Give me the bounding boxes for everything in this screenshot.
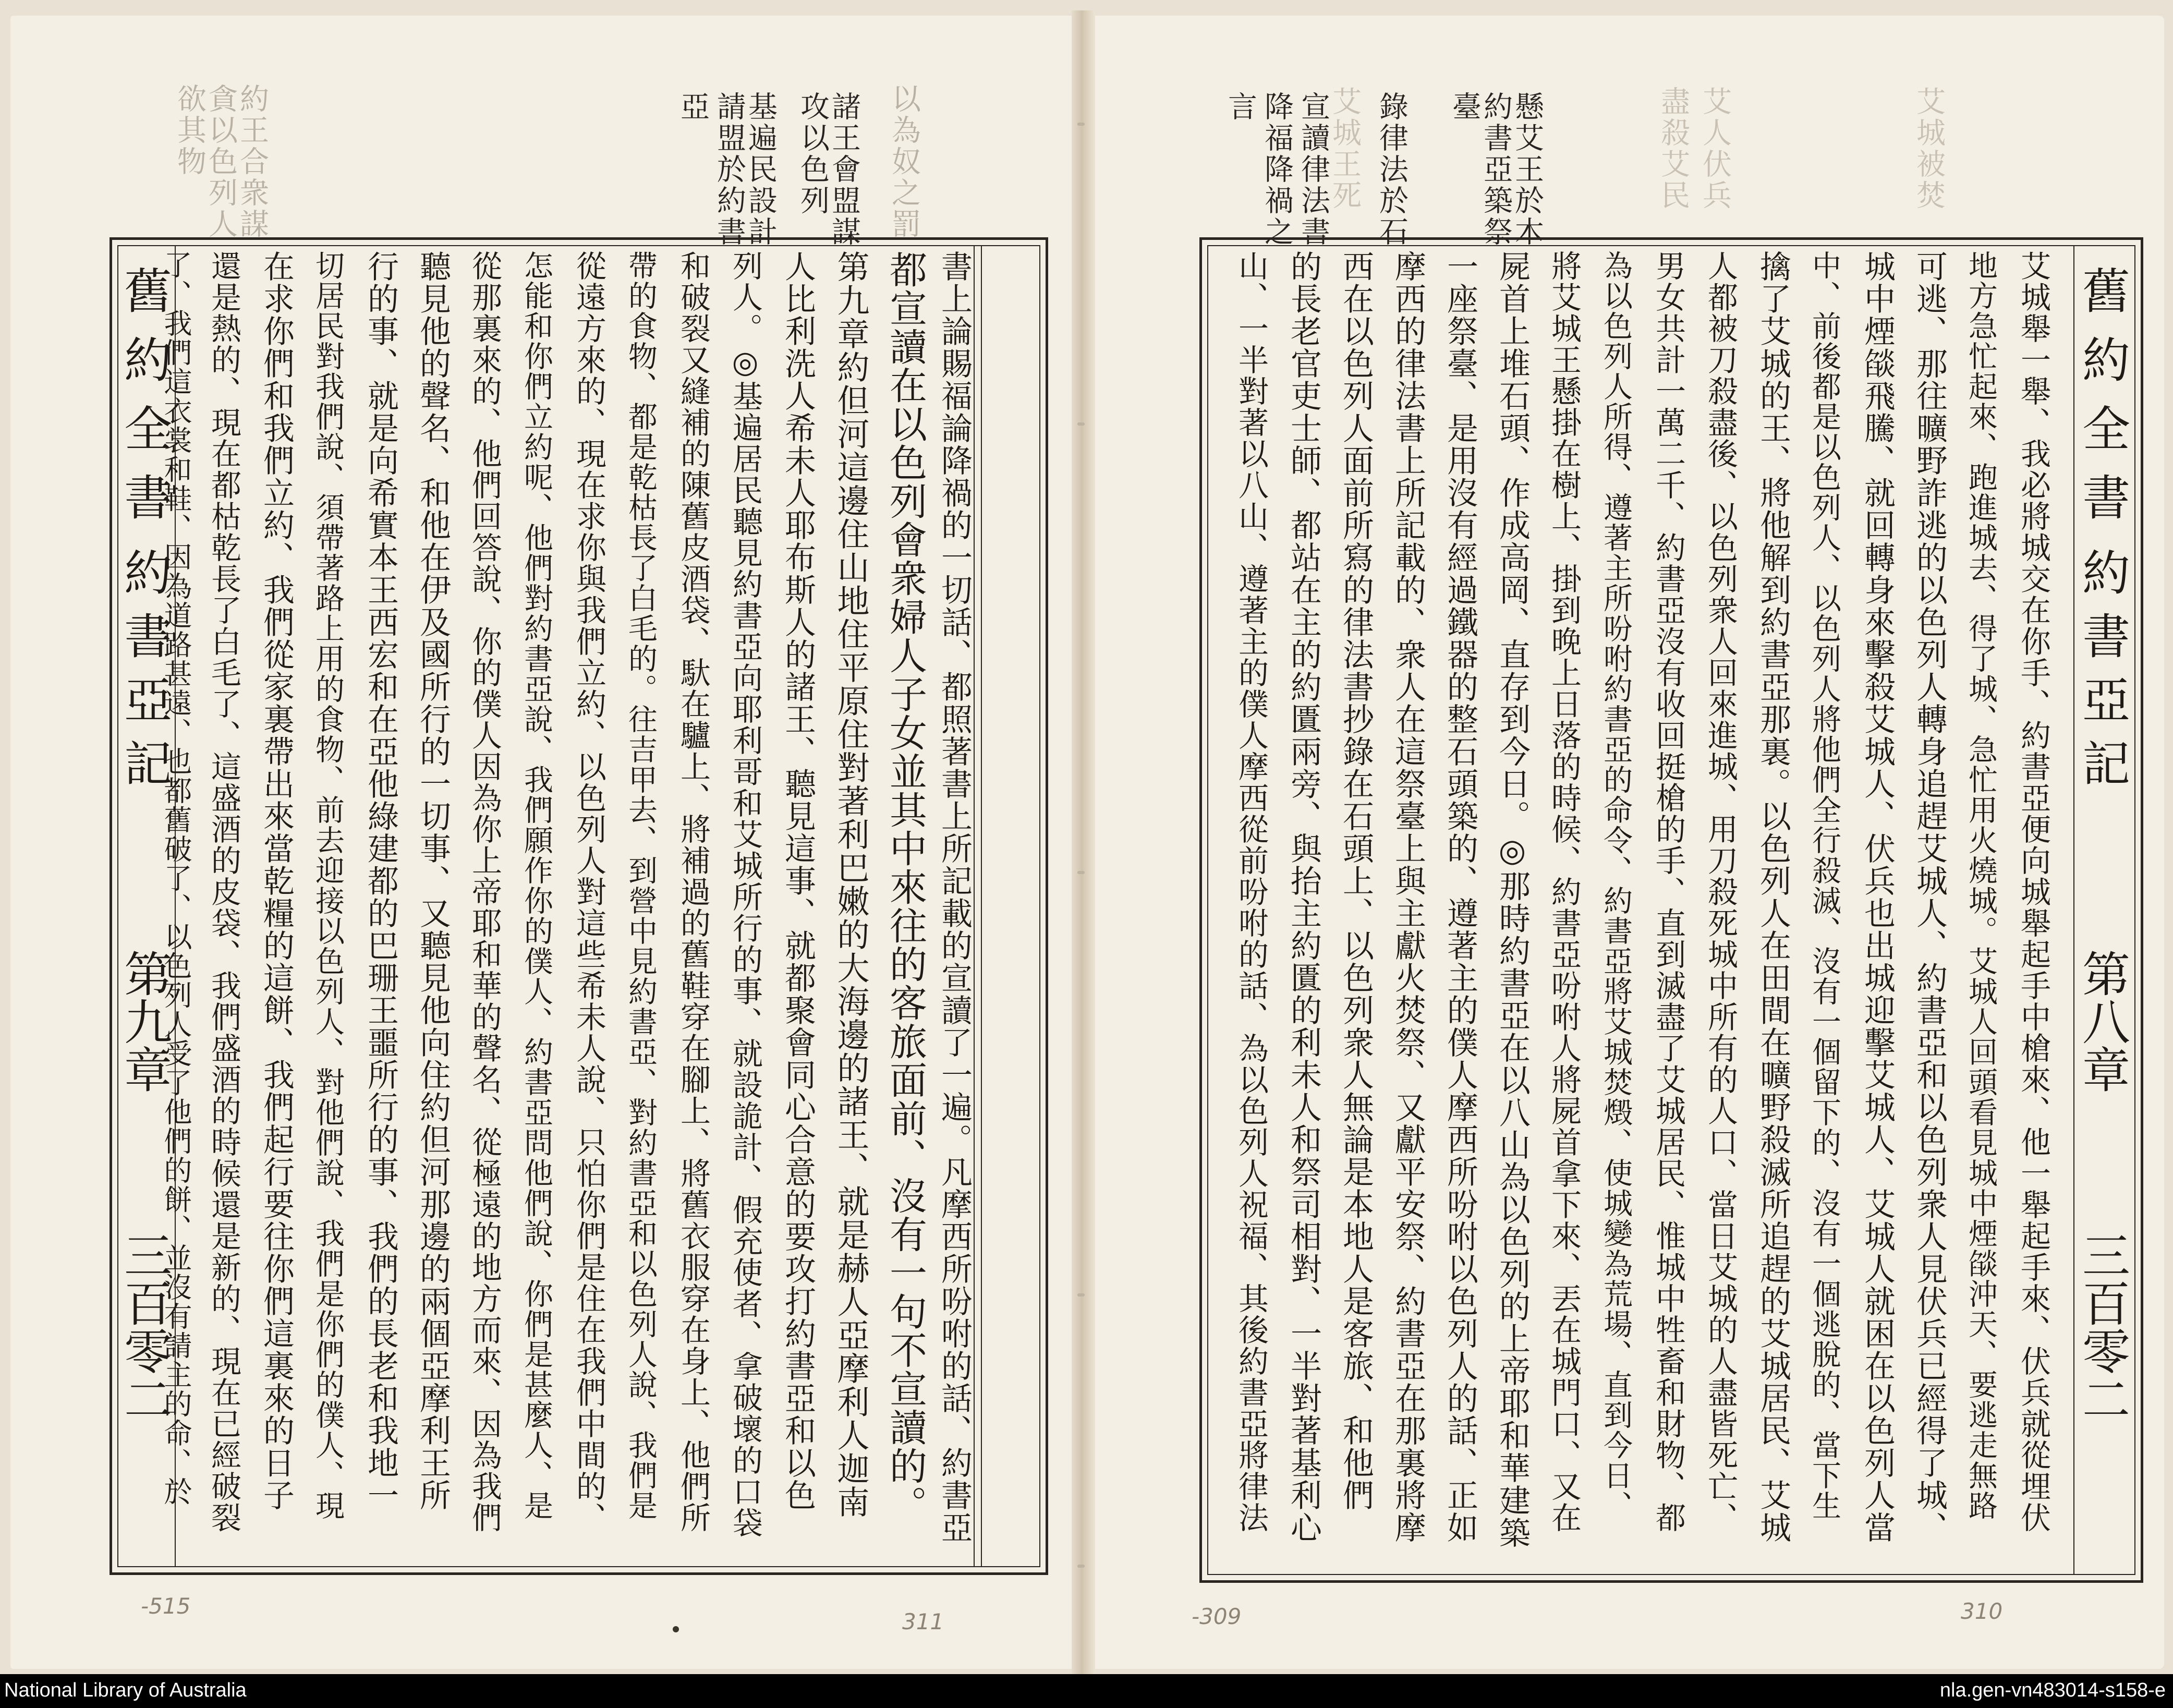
header-note: 攻以色列 <box>796 91 830 216</box>
text-column: 一座祭臺、是用沒有經過鐵器的整石頭築的、遵著主的僕人摩西所吩咐以色列人的話、正如 <box>1442 250 1478 1544</box>
header-note: 亞 <box>676 91 710 123</box>
header-note: 請盟於約書 <box>712 91 746 248</box>
text-column: 地方急忙起來、跑進城去、得了城、急忙用火燒城。艾城人回頭看見城中煙燄沖天、要逃走無路 <box>1964 250 1998 1521</box>
institution-label: National Library of Australia <box>4 1679 247 1701</box>
header-note: 約書亞築祭 <box>1479 91 1513 248</box>
ghost-note: 以為奴之罰 <box>887 83 921 240</box>
footer-bar <box>0 1674 2173 1708</box>
text-column: 書上論賜福論降禍的一切話、都照著書上所記載的宣讀了一遍。凡摩西所吩咐的話、約書亞 <box>936 250 973 1544</box>
text-column: 帶的食物、都是乾枯長了白毛的。往吉甲去、到營中見約書亞、對約書亞和以色列人說、我們是 <box>624 250 658 1521</box>
text-column: 可逃、那往曠野詐逃的以色列人轉身追趕艾城人、約書亞和以色列衆人見伏兵已經得了城、 <box>1911 250 1948 1544</box>
text-column: 都宣讀在以色列會衆婦人子女並其中來往的客旅面前、沒有一句不宣讀的。 <box>883 250 927 1524</box>
column-rule <box>981 246 982 1566</box>
header-note: 懸艾王於木 <box>1510 91 1544 248</box>
pencil-page-number: 310 <box>1961 1598 2003 1624</box>
text-column: 艾城舉一舉、我必將城交在你手、約書亞便向城舉起手中槍來、他一舉起手來、伏兵就從埋伏 <box>2016 250 2051 1533</box>
folio: 三百零二 <box>116 1231 172 1423</box>
text-column: 城中煙燄飛騰、就回轉身來擊殺艾城人、伏兵也出城迎擊艾城人、艾城人就困在以色列人當 <box>1859 250 1896 1544</box>
book-gutter <box>1072 10 1095 1674</box>
text-column: 西在以色列人面前所寫的律法書抄錄在石頭上、以色列衆人無論是本地人是客旅、和他們 <box>1338 250 1374 1511</box>
header-note: 臺 <box>1448 91 1482 123</box>
pencil-corner-mark: -515 <box>141 1593 191 1619</box>
pencil-corner-mark: -309 <box>1192 1604 1242 1629</box>
text-column: 將艾城王懸掛在樹上、掛到晚上日落的時候、約書亞吩咐人將屍首拿下來、丟在城門口、又在 <box>1546 250 1582 1533</box>
ink-dot <box>673 1626 679 1632</box>
text-column: 從遠方來的、現在求你與我們立約、以色列人對這些希未人說、只怕你們是住在我們中間的、 <box>571 250 606 1533</box>
text-column: 摩西的律法書上所記載的、衆人在這祭臺上與主獻火焚祭、又獻平安祭、約書亞在那裏將摩 <box>1390 250 1426 1544</box>
folio: 三百零二 <box>2074 1231 2130 1423</box>
text-column: 列人。◎基遍居民聽見約書亞向耶利哥和艾城所行的事、就設詭計、假充使者、拿破壞的口袋 <box>727 250 763 1539</box>
binding-stitch <box>1077 123 1085 126</box>
text-column: 的長老官吏士師、都站在主的約匱兩旁、與抬主約匱的利未人和祭司相對、一半對著基利心 <box>1285 250 1322 1544</box>
text-column: 為以色列人所得、遵著主所吩咐約書亞的命令、約書亞將艾城焚燬、使城變為荒場、直到今日、 <box>1599 250 1633 1521</box>
ghost-note: 貪以色列人 <box>204 83 238 240</box>
ghost-note: 約王合衆謀 <box>235 83 269 240</box>
binding-stitch <box>1077 1565 1085 1568</box>
text-column: 和破裂又縫補的陳舊皮酒袋、馱在驢上、將補過的舊鞋穿在腳上、將舊衣服穿在身上、他們所 <box>675 250 711 1533</box>
header-note: 基遍民設計 <box>744 91 778 248</box>
header-note: 降福降禍之 <box>1260 91 1294 248</box>
text-column: 行的事、就是向希實本王西宏和在亞他綠建都的巴珊王噩所行的事、我們的長老和我地一 <box>362 250 399 1511</box>
ghost-note: 艾城被焚 <box>1912 86 1946 211</box>
book-title: 約書亞記 <box>116 548 172 802</box>
binding-stitch <box>1077 1293 1085 1297</box>
item-identifier: nla.gen-vn483014-s158-e <box>1939 1679 2166 1701</box>
text-column: 從那裏來的、他們回答說、你的僕人因為你上帝耶和華的聲名、從極遠的地方而來、因為我們 <box>467 250 502 1533</box>
header-note: 諸王會盟謀 <box>827 91 861 248</box>
binding-stitch <box>1077 871 1085 874</box>
text-column: 第九章約但河這邊住山地住平原住對著利巴嫩的大海邊的諸王、就是赫人亞摩利人迦南 <box>832 250 870 1519</box>
text-column: 了、我們這衣裳和鞋、因為道路甚遠、也都舊破了、以色列人受了他們的餅、並沒有請主的命、於 <box>160 250 192 1506</box>
text-column: 人都被刀殺盡後、以色列衆人回來進城、用刀殺死城中所有的人口、當日艾城的人盡皆死亡、 <box>1703 250 1738 1533</box>
ghost-note: 欲其物 <box>173 83 207 177</box>
text-column: 在求你們和我們立約、我們從家裏帶出來當乾糧的這餅、我們起行要往你們這裏來的日子 <box>258 250 295 1511</box>
running-title: 舊約全書 <box>2074 266 2130 541</box>
text-column: 怎能和你們立約呢、他們對約書亞說、我們願作你的僕人、約書亞問他們說、你們是甚麼人、是 <box>519 250 553 1521</box>
text-column: 還是熱的、現在都枯乾長了白毛了、這盛酒的皮袋、我們盛酒的時候還是新的、現在已經破裂 <box>206 250 241 1533</box>
header-note: 言 <box>1223 91 1257 123</box>
text-column: 聽見他的聲名、和他在伊及國所行的一切事、又聽見他向住約但河那邊的兩個亞摩利王所 <box>415 250 451 1511</box>
column-rule <box>974 246 975 1566</box>
pencil-page-number: 311 <box>902 1609 944 1634</box>
ghost-note: 盡殺艾民 <box>1656 86 1690 211</box>
text-column: 切居民對我們說、須帶著路上用的食物、前去迎接以色列人、對他們說、我們是你們的僕人、現 <box>311 250 345 1521</box>
header-note: 錄律法於石 <box>1375 91 1409 248</box>
ghost-note: 艾城王死 <box>1328 86 1362 211</box>
book-title: 約書亞記 <box>2074 548 2130 802</box>
ghost-note: 艾人伏兵 <box>1698 86 1732 211</box>
running-title: 舊約全書 <box>116 266 172 541</box>
chapter-label: 第八章 <box>2074 949 2130 1093</box>
text-column: 擒了艾城的王、將他解到約書亞那裏。以色列人在田間在曠野殺滅所追趕的艾城居民、艾城 <box>1755 250 1791 1544</box>
text-column: 屍首上堆石頭、作成高岡、直存到今日。◎那時約書亞在以八山為以色列的上帝耶和華建築 <box>1494 250 1531 1549</box>
text-column: 人比利洗人希未人耶布斯人的諸王、聽見這事、就都聚會同心合意的要攻打約書亞和以色 <box>780 250 816 1511</box>
chapter-label: 第九章 <box>116 949 172 1093</box>
text-column: 山、一半對著以八山、遵著主的僕人摩西從前吩咐的話、為以色列人祝福、其後約書亞將律法 <box>1233 250 1269 1533</box>
text-column: 男女共計一萬二千、約書亞沒有收回挺槍的手、直到滅盡了艾城居民、惟城中牲畜和財物、都 <box>1650 250 1686 1533</box>
binding-stitch <box>1077 422 1085 426</box>
header-note: 宣讀律法書 <box>1296 91 1330 248</box>
text-column: 中、前後都是以色列人、以色列人將他們全行殺滅、沒有一個留下的、沒有一個逃脫的、當下生 <box>1807 250 1841 1521</box>
